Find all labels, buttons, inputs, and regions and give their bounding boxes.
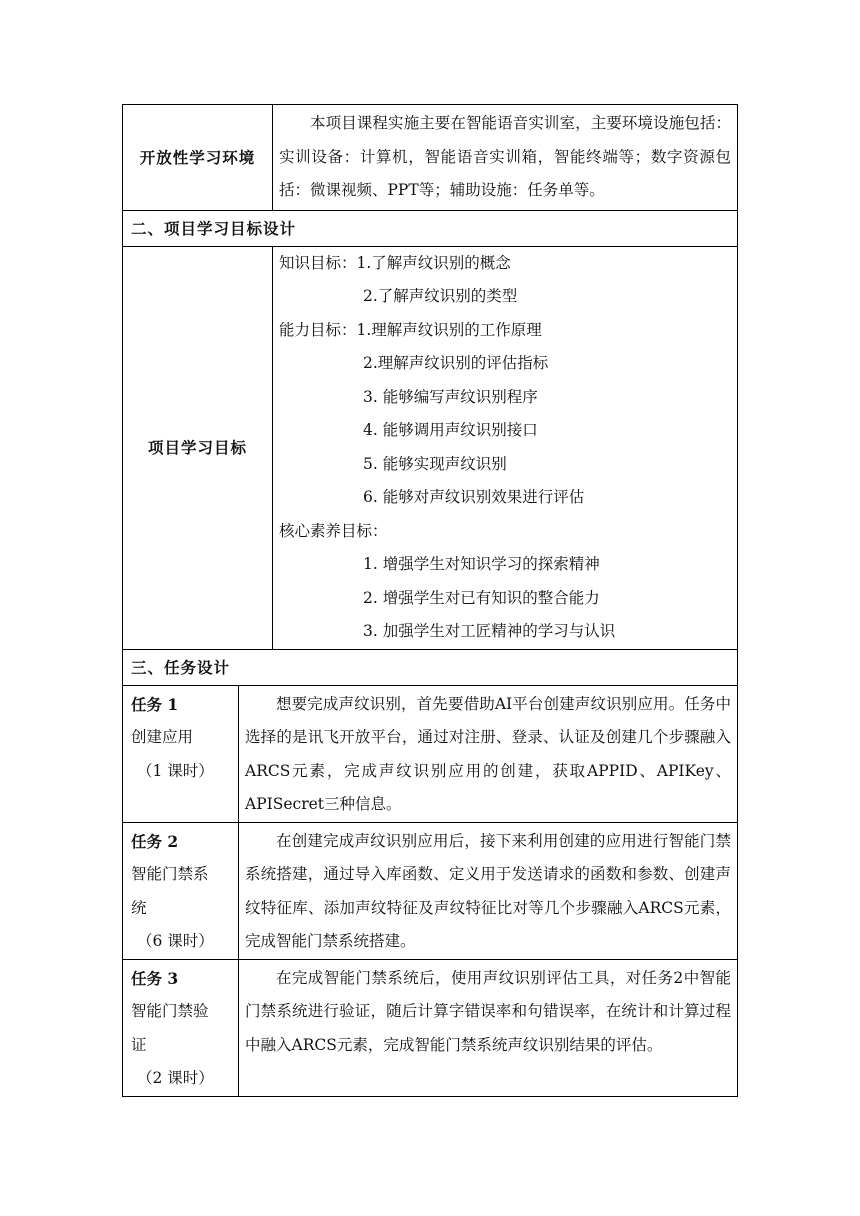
task-hours: （2 课时） bbox=[137, 1069, 214, 1087]
environment-row bbox=[122, 104, 738, 210]
environment-text: 本项目课程实施主要在智能语音实训室，主要环境设施包括：实训设备：计算机，智能语音实训箱，智能终端等；数字资源包括：微课视频、PPT等；辅助设施：任务单等。 bbox=[279, 114, 731, 199]
task-name: 智能门禁系 bbox=[131, 865, 209, 883]
task-row bbox=[122, 959, 738, 1097]
task-title: 任务 3 bbox=[131, 968, 179, 988]
goal-line: 1. 增强学生对知识学习的探索精神 bbox=[363, 555, 600, 573]
task-info bbox=[123, 960, 239, 1096]
goals-row bbox=[122, 246, 738, 649]
goal-line: 4. 能够调用声纹识别接口 bbox=[363, 421, 538, 439]
section-header-tasks bbox=[122, 649, 738, 685]
task-row bbox=[122, 685, 738, 822]
goal-line: 6. 能够对声纹识别效果进行评估 bbox=[363, 488, 585, 506]
task-title: 任务 1 bbox=[131, 694, 179, 714]
goal-line: 能力目标：1.理解声纹识别的工作原理 bbox=[279, 320, 542, 339]
task-name: 智能门禁验 bbox=[131, 1002, 209, 1020]
task-name: 创建应用 bbox=[131, 728, 194, 746]
goal-line: 3. 能够编写声纹识别程序 bbox=[363, 387, 538, 406]
task-name: 证 bbox=[131, 1035, 147, 1054]
goal-line: 3. 加强学生对工匠精神的学习与认识 bbox=[363, 622, 616, 640]
task-description: 在完成智能门禁系统后，使用声纹识别评估工具，对任务2中智能门禁系统进行验证，随后计算字错误率和句错误率，在统计和计算过程中融入ARCS元素，完成智能门禁系统声纹识别结果的评估。 bbox=[245, 968, 731, 1054]
goal-line: 5. 能够实现声纹识别 bbox=[363, 454, 507, 473]
goal-line: 知识目标：1.了解声纹识别的概念 bbox=[279, 253, 511, 272]
task-name: 统 bbox=[131, 898, 147, 917]
task-title: 任务 2 bbox=[131, 831, 179, 851]
goals-list bbox=[273, 247, 737, 649]
task-hours: （1 课时） bbox=[137, 761, 214, 780]
task-description: 想要完成声纹识别，首先要借助AI平台创建声纹识别应用。任务中选择的是讯飞开放平台，通过对注册、登录、认证及创建几个步骤融入ARCS元素，完成声纹识别应用的创建，获取APPID、APIKey、APISecret三种信息。 bbox=[245, 694, 731, 813]
task-description: 在创建完成声纹识别应用后，接下来利用创建的应用进行智能门禁系统搭建，通过导入库函数、定义用于发送请求的函数和参数、创建声纹特征库、添加声纹特征及声纹特征比对等几个步骤融入ARCS元素，完成智能门禁系统搭建。 bbox=[245, 831, 731, 950]
goals-label: 项目学习目标 bbox=[123, 247, 273, 649]
task-info bbox=[123, 686, 239, 822]
section-header-goals bbox=[122, 210, 738, 246]
section-title: 三、任务设计 bbox=[131, 657, 231, 677]
goal-line: 核心素养目标： bbox=[279, 521, 388, 540]
task-hours: （6 课时） bbox=[137, 932, 214, 950]
document-table bbox=[122, 104, 738, 1097]
goal-line: 2. 增强学生对已有知识的整合能力 bbox=[363, 588, 600, 607]
task-info bbox=[123, 823, 239, 959]
goal-line: 2.了解声纹识别的类型 bbox=[363, 287, 518, 305]
task-row bbox=[122, 822, 738, 959]
goal-line: 2.理解声纹识别的评估指标 bbox=[363, 354, 549, 372]
environment-label: 开放性学习环境 bbox=[123, 105, 273, 210]
section-title: 二、项目学习目标设计 bbox=[131, 218, 297, 238]
